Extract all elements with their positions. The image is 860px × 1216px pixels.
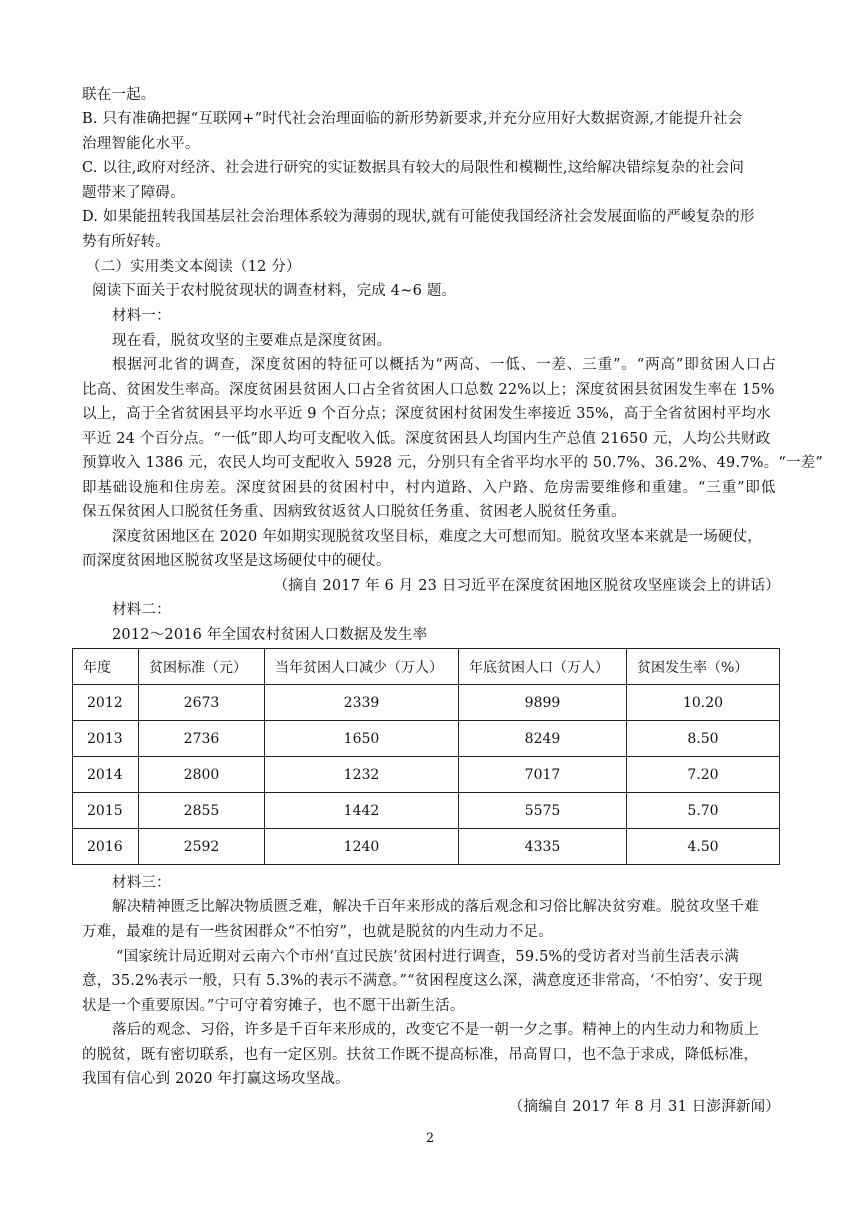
table-header-cell: 贫困发生率（%）: [627, 649, 780, 685]
table-header-row: [73, 649, 780, 685]
material-3-p3-line: 我国有信心到 2020 年打赢这场攻坚战。: [82, 1071, 350, 1087]
table-header-cell: 当年贫困人口减少（万人）: [265, 649, 459, 685]
table-header-cell: 年底贫困人口（万人）: [459, 649, 627, 685]
table-cell: 2736: [139, 721, 265, 757]
table-header-cell: 贫困标准（元）: [139, 649, 265, 685]
material-1-p3-line: 而深度贫困地区脱贫攻坚是这场硬仗中的硬仗。: [82, 553, 391, 569]
option-d-line-1: D. 如果能扭转我国基层社会治理体系较为薄弱的现状,就有可能使我国经济社会发展面临的严峻复杂的形: [82, 209, 755, 225]
option-b-line-2: 治理智能化水平。: [82, 136, 200, 152]
continuation-line: 联在一起。: [82, 87, 156, 103]
table-cell: 2013: [73, 721, 139, 757]
table-cell: 8.50: [627, 721, 780, 757]
section-heading: （二）实用类文本阅读（12 分）: [86, 259, 301, 275]
table-cell: 5575: [459, 793, 627, 829]
table-cell: 2014: [73, 757, 139, 793]
material-1-p2-line: 保五保贫困人口脱贫任务重、因病致贫返贫人口脱贫任务重、贫困老人脱贫任务重。: [82, 504, 626, 520]
table-row: [73, 685, 780, 721]
material-1-source: （摘自 2017 年 6 月 23 日习近平在深度贫困地区脱贫攻坚座谈会上的讲话）: [273, 578, 780, 594]
material-1-label: 材料一：: [112, 308, 171, 324]
table-cell: 1442: [265, 793, 459, 829]
table-header-cell: 年度: [73, 649, 139, 685]
table-cell: 4335: [459, 829, 627, 865]
table-cell: 1232: [265, 757, 459, 793]
table-cell: 2592: [139, 829, 265, 865]
table-row: [73, 829, 780, 865]
material-1-p2-line: 即基础设施和住房差。深度贫困县的贫困村中，村内道路、入户路、危房需要维修和重建。“三重”即低: [82, 480, 777, 496]
material-3-p2-line: 意，35.2%表示一般，只有 5.3%的表示不满意。”“贫困程度这么深，满意度还非常高，‘不怕穷’、安于现: [82, 973, 763, 989]
material-1-p2-line: 平近 24 个百分点。“一低”即人均可支配收入低。深度贫困县人均国内生产总值 21650 元，人均公共财政: [82, 431, 771, 447]
option-c-line-2: 题带来了障碍。: [82, 185, 185, 201]
table-cell: 7.20: [627, 757, 780, 793]
table-cell: 2855: [139, 793, 265, 829]
table-row: [73, 793, 780, 829]
table-cell: 8249: [459, 721, 627, 757]
option-d-line-2: 势有所好转。: [82, 234, 171, 250]
table-cell: 5.70: [627, 793, 780, 829]
material-3-source: （摘编自 2017 年 8 月 31 日澎湃新闻）: [508, 1099, 780, 1115]
material-1-p2-line: 预算收入 1386 元，农民人均可支配收入 5928 元，分别只有全省平均水平的 50.7%、36.2%、49.7%。“一差”: [82, 455, 823, 471]
table-row: [73, 721, 780, 757]
poverty-data-table: [72, 648, 780, 865]
material-3-label: 材料三：: [112, 875, 171, 891]
table-cell: 2016: [73, 829, 139, 865]
material-3-p1-line: 解决精神匮乏比解决物质匮乏难，解决千百年来形成的落后观念和习俗比解决贫穷难。脱贫攻坚千难: [112, 899, 759, 915]
table-cell: 2673: [139, 685, 265, 721]
material-3-p2-line: “国家统计局近期对云南六个市州‘直过民族’贫困村进行调查，59.5%的受访者对当前生活表示满: [116, 949, 739, 965]
material-1-p3-line: 深度贫困地区在 2020 年如期实现脱贫攻坚目标，难度之大可想而知。脱贫攻坚本来就是一场硬仗，: [112, 529, 763, 545]
material-3-p3-line: 落后的观念、习俗，许多是千百年来形成的，改变它不是一朝一夕之事。精神上的内生动力和物质上: [112, 1022, 759, 1038]
table-cell: 2012: [73, 685, 139, 721]
table-cell: 2800: [139, 757, 265, 793]
material-3-p1-line: 万难，最难的是有一些贫困群众“不怕穷”，也就是脱贫的内生动力不足。: [82, 924, 553, 940]
table-cell: 9899: [459, 685, 627, 721]
material-3-p3-line: 的脱贫，既有密切联系，也有一定区别。扶贫工作既不提高标准，吊高胃口，也不急于求成，降低标准，: [82, 1047, 759, 1063]
material-3-p2-line: 状是一个重要原因。”宁可守着穷摊子，也不愿干出新生活。: [82, 998, 465, 1014]
page-number: 2: [425, 1131, 435, 1146]
material-2-label: 材料二：: [112, 602, 171, 618]
table-row: [73, 757, 780, 793]
table-title: 2012～2016 年全国农村贫困人口数据及发生率: [112, 627, 428, 643]
table-cell: 10.20: [627, 685, 780, 721]
material-1-paragraph-1: 现在看，脱贫攻坚的主要难点是深度贫困。: [112, 333, 392, 349]
section-instruction: 阅读下面关于农村脱贫现状的调查材料，完成 4~6 题。: [92, 283, 457, 299]
table-cell: 7017: [459, 757, 627, 793]
option-b-line-1: B. 只有准确把握“互联网+”时代社会治理面临的新形势新要求,并充分应用好大数据资源,才能提升社会: [82, 111, 743, 127]
material-1-p2-line: 比高、贫困发生率高。深度贫困县贫困人口占全省贫困人口总数 22%以上；深度贫困县贫困发生率在 15%: [82, 382, 775, 398]
table-cell: 2339: [265, 685, 459, 721]
material-1-p2-line: 根据河北省的调查，深度贫困的特征可以概括为“两高、一低、一差、三重”。“两高”即贫困人口占: [112, 357, 777, 373]
table-cell: 4.50: [627, 829, 780, 865]
table-cell: 1650: [265, 721, 459, 757]
table-cell: 1240: [265, 829, 459, 865]
table-cell: 2015: [73, 793, 139, 829]
option-c-line-1: C. 以往,政府对经济、社会进行研究的实证数据具有较大的局限性和模糊性,这给解决错综复杂的社会问: [82, 160, 745, 176]
material-1-p2-line: 以上，高于全省贫困县平均水平近 9 个百分点；深度贫困村贫困发生率接近 35%，高于全省贫困村平均水: [82, 406, 771, 422]
